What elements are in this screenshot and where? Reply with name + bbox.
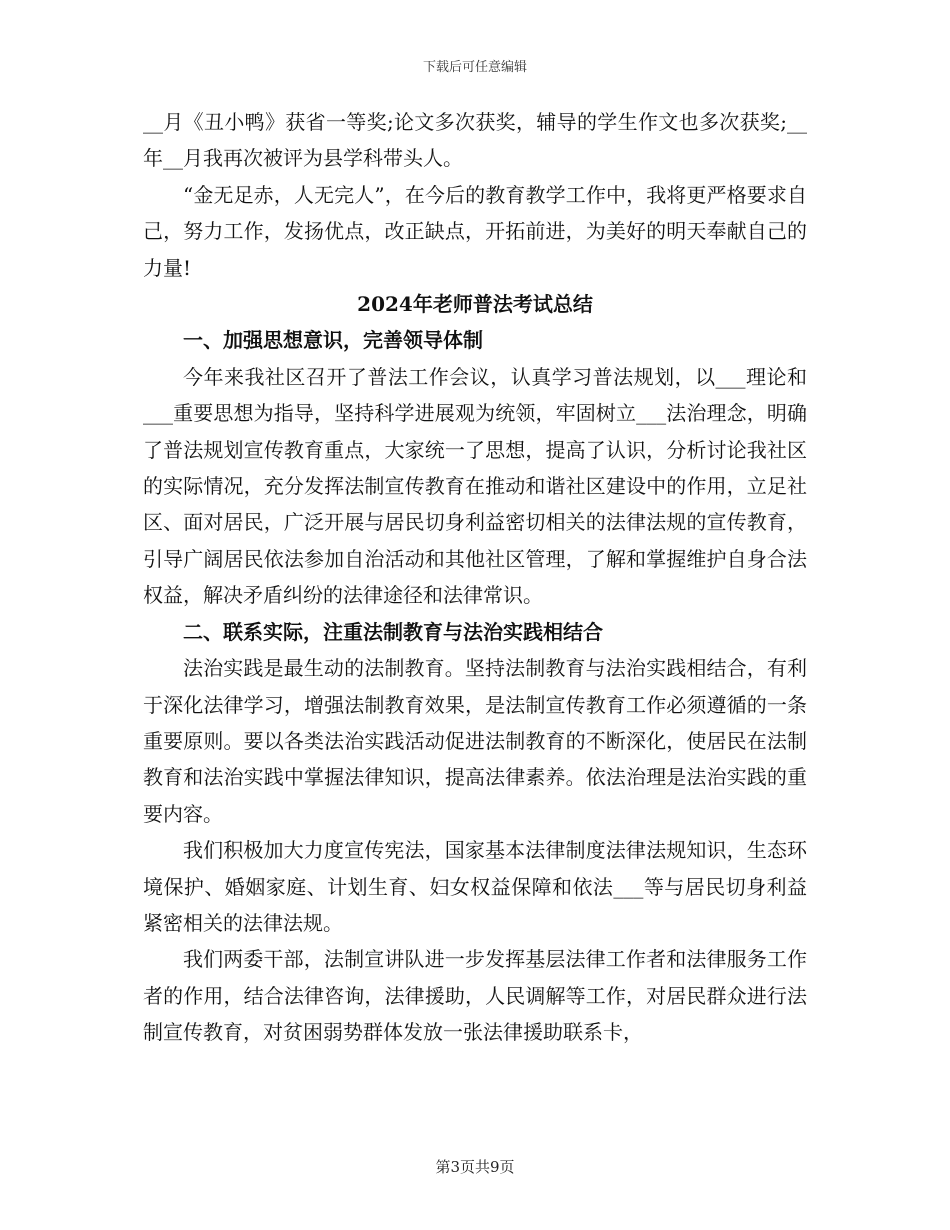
page-number-footer: 第3页共9页 [435, 1158, 515, 1176]
section-heading-2: 二、联系实际，注重法制教育与法治实践相结合 [183, 619, 603, 644]
section-1-paragraph-1: 今年来我社区召开了普法工作会议，认真学习普法规划，以___理论和___重要思想为指导，坚持科学进展观为统领，牢固树立___法治理念，明确了普法规划宣传教育重点，大家统一了思想，提高了认识，分析讨论我社区的实际情况，充分发挥法制宣传教育在推动和谐社区建设中的作用，立足社区、面对居民，广泛开展与居民切身利益密切相关的法律法规的宣传教育，引导广阔居民依法参加自治活动和其他社区管理，了解和掌握维护自身合法权益，解决矛盾纠纷的法律途径和法律常识。 [143, 364, 807, 608]
document-body [143, 104, 807, 1051]
section-heading-1: 一、加强思想意识，完善领导体制 [183, 328, 483, 353]
document-title: 2024年老师普法考试总结 [357, 292, 593, 317]
page-header-note: 下载后可任意编辑 [422, 60, 527, 75]
section-2-paragraph-3: 我们两委干部，法制宣讲队进一步发挥基层法律工作者和法律服务工作者的作用，结合法律咨询，法律援助，人民调解等工作，对居民群众进行法制宣传教育，对贫困弱势群体发放一张法律援助联系卡， [143, 947, 807, 1045]
section-2-paragraph-1: 法治实践是最生动的法制教育。坚持法制教育与法治实践相结合，有利于深化法律学习，增强法制教育效果，是法制宣传教育工作必须遵循的一条重要原则。要以各类法治实践活动促进法制教育的不断深化，使居民在法制教育和法治实践中掌握法律知识，提高法律素养。依法治理是法治实践的重要内容。 [143, 656, 807, 826]
paragraph-continued-2: “金无足赤，人无完人”，在今后的教育教学工作中，我将更严格要求自己，努力工作，发扬优点，改正缺点，开拓前进，为美好的明天奉献自己的力量! [143, 182, 807, 280]
paragraph-continued-1: __月《丑小鸭》获省一等奖;论文多次获奖，辅导的学生作文也多次获奖;__年__月我再次被评为县学科带头人。 [143, 110, 807, 171]
section-2-paragraph-2: 我们积极加大力度宣传宪法，国家基本法律制度法律法规知识，生态环境保护、婚姻家庭、计划生育、妇女权益保障和依法___等与居民切身利益紧密相关的法律法规。 [143, 838, 807, 935]
